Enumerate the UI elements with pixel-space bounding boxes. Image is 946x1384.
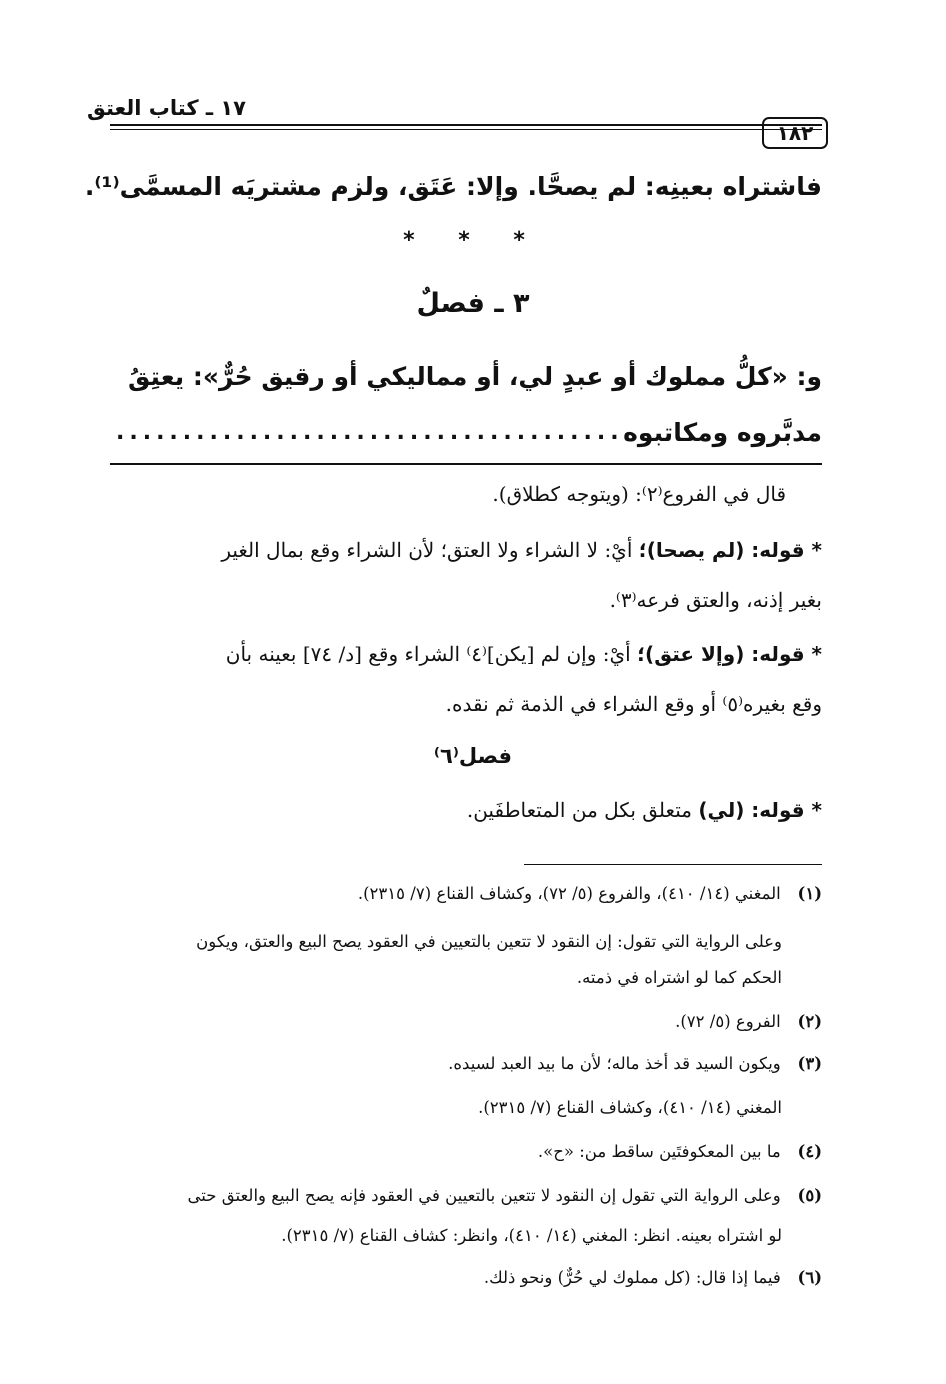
- footnote-4: [110, 1142, 822, 1161]
- footnote-number: (٤): [797, 1142, 822, 1161]
- footnote-1-cont-b: الحكم كما لو اشتراه في ذمته.: [576, 968, 782, 987]
- commentary-line-2b: بغير إذنه، والعتق فرعه⁽٣⁾.: [609, 588, 822, 612]
- commentary-text: متعلق بكل من المتعاطفَين.: [466, 798, 692, 822]
- footnote-text: فيما إذا قال: (كل مملوك لي حُرٌّ) ونحو ذلك.: [483, 1268, 781, 1287]
- dotted-leader: ......................................: [116, 420, 624, 445]
- footnote-number: (١): [797, 884, 822, 903]
- footnote-text: المغني (١٤/ ٤١٠)، والفروع (٥/ ٧٢)، وكشاف القناع (٧/ ٢٣١٥).: [357, 884, 781, 903]
- footnote-5-cont: لو اشتراه بعينه. انظر: المغني (١٤/ ٤١٠)، وانظر: كشاف القناع (٧/ ٢٣١٥).: [281, 1226, 782, 1245]
- footnote-1-cont-a: وعلى الرواية التي تقول: إن النقود لا تتعين بالتعيين في العقود يصح البيع والعتق، ويكون: [196, 932, 782, 951]
- footnote-text: ويكون السيد قد أخذ ماله؛ لأن ما بيد العبد لسيده.: [448, 1054, 781, 1073]
- header-rule: [110, 124, 822, 126]
- footnote-1: [110, 884, 822, 903]
- commentary-paragraph-2: [110, 538, 822, 562]
- header-rule-thin: [110, 129, 822, 130]
- commentary-text: أيْ: لا الشراء ولا العتق؛ لأن الشراء وقع بمال الغير: [221, 538, 633, 562]
- commentary-paragraph-5: [110, 798, 822, 822]
- commentary-text: أيْ: وإن لم [يكن]⁽٤⁾ الشراء وقع [د/ ٧٤] بعينه بأن: [225, 642, 631, 666]
- footnote-text: وعلى الرواية التي تقول إن النقود لا تتعين بالتعيين في العقود فإنه يصح البيع والعتق حتى: [187, 1186, 781, 1205]
- footnote-number: (٣): [797, 1054, 822, 1073]
- main-text-line-3: مدبَّروه ومكاتبوه: [623, 418, 822, 447]
- commentary-marker: * قوله: (لي): [698, 798, 822, 822]
- footnote-number: (٢): [797, 1012, 822, 1031]
- commentary-marker: * قوله: (وإلا عتق)؛: [637, 642, 822, 666]
- commentary-separator-rule: [110, 463, 822, 465]
- chapter-title: ١٧ ـ كتاب العتق: [87, 96, 246, 120]
- footnote-3: [110, 1054, 822, 1073]
- footnote-text: ما بين المعكوفتَين ساقط من: «ح».: [537, 1142, 781, 1161]
- commentary-line-1: قال في الفروع⁽٢⁾: (ويتوجه كطلاق).: [492, 482, 786, 506]
- main-text-line-1: فاشتراه بعينِه: لم يصحَّا. وإلا: عَتَق، ولزم مشتريَه المسمَّى⁽¹⁾.: [84, 172, 822, 201]
- main-text-line-2: و: «كلُّ مملوك أو عبدٍ لي، أو مماليكي أو رقيق حُرٌّ»: يعتِقُ: [127, 362, 822, 391]
- commentary-marker: * قوله: (لم يصحا)؛: [638, 538, 822, 562]
- footnote-5: [110, 1186, 822, 1205]
- page-number: ١٨٢: [762, 117, 828, 149]
- footnote-text: الفروع (٥/ ٧٢).: [675, 1012, 781, 1031]
- commentary-line-3b: وقع بغيره⁽٥⁾ أو وقع الشراء في الذمة ثم نقده.: [445, 692, 822, 716]
- section-separator: * * *: [403, 228, 543, 253]
- commentary-subheading: فصل⁽٦⁾: [433, 744, 513, 768]
- section-heading: ٣ ـ فصلٌ: [416, 288, 530, 319]
- footnote-rule: [524, 864, 822, 865]
- commentary-paragraph-3: [110, 642, 822, 666]
- footnote-2: [110, 1012, 822, 1031]
- footnote-3-cont: المغني (١٤/ ٤١٠)، وكشاف القناع (٧/ ٢٣١٥).: [478, 1098, 782, 1117]
- footnote-number: (٥): [797, 1186, 822, 1205]
- footnote-number: (٦): [797, 1268, 822, 1287]
- footnote-6: [110, 1268, 822, 1287]
